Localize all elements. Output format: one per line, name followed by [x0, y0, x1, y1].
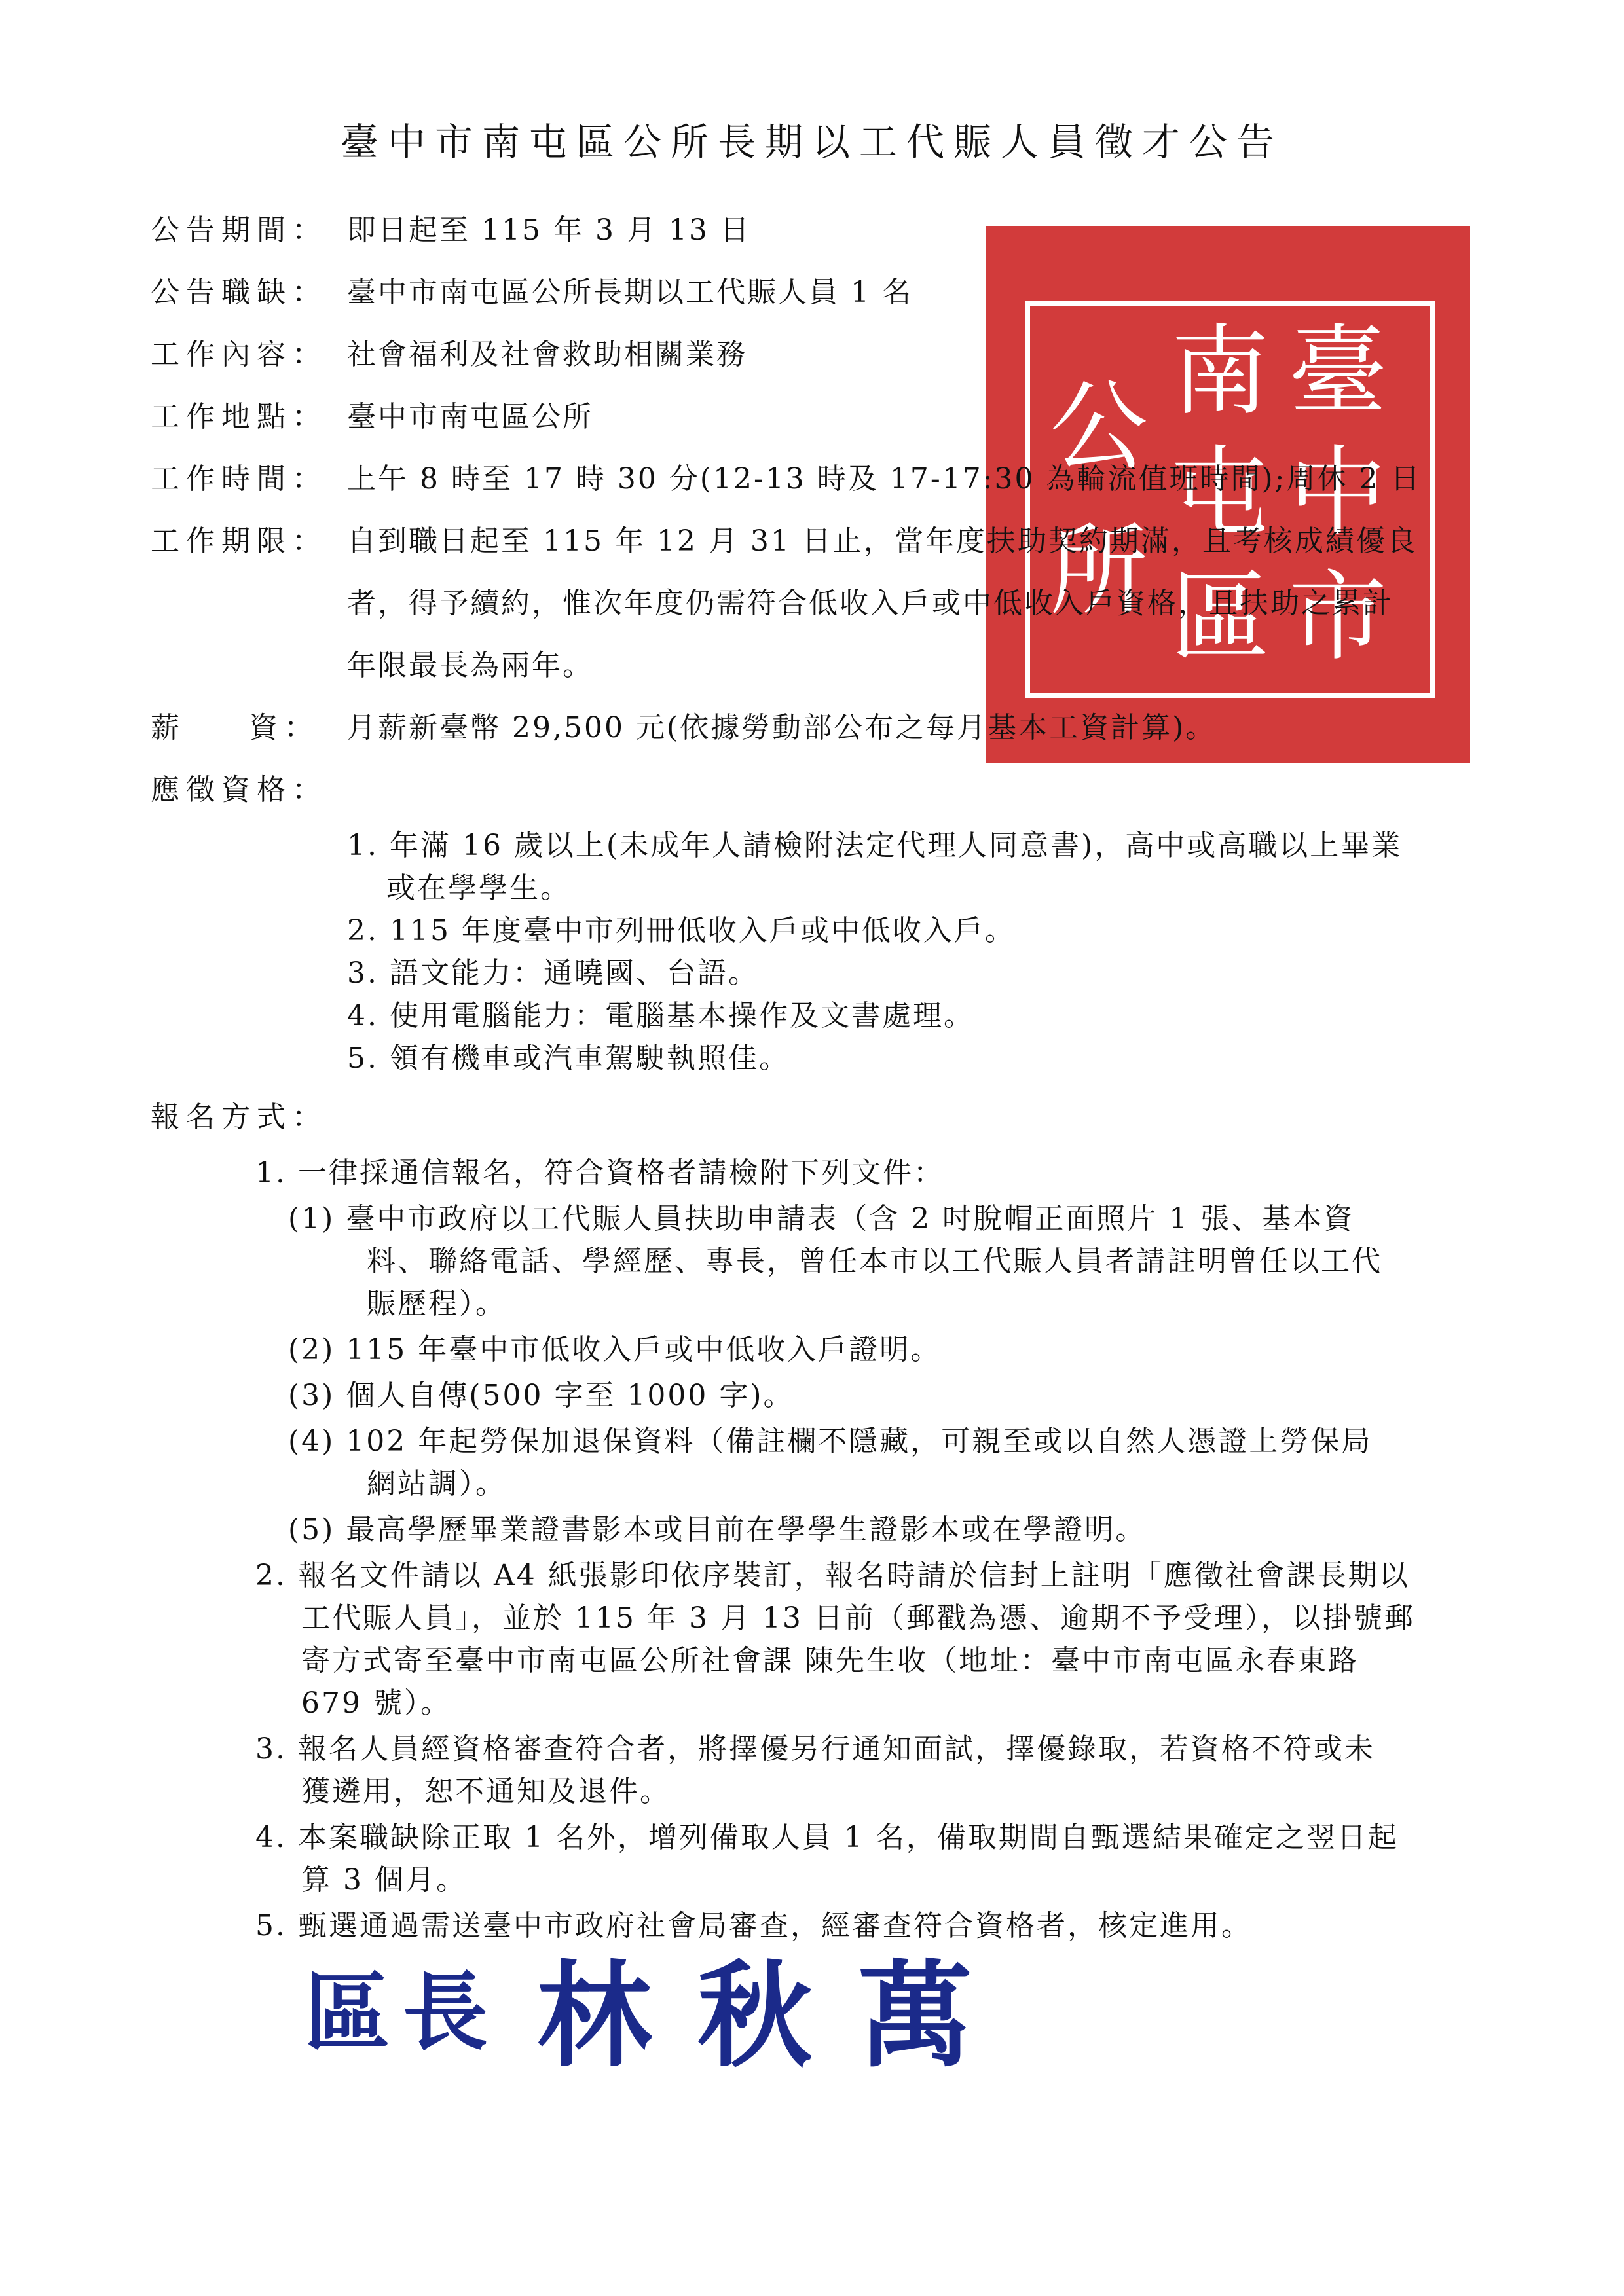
- qualification-item: 4. 使用電腦能力：電腦基本操作及文書處理。: [347, 999, 974, 1032]
- field-label: 工作時間：: [151, 462, 327, 496]
- apply-subitem: 賑歷程）。: [367, 1287, 506, 1321]
- apply-heading: 報名方式：: [151, 1101, 327, 1134]
- qualification-item: 3. 語文能力：通曉國、台語。: [347, 957, 759, 990]
- field-value: 臺中市南屯區公所: [347, 400, 593, 433]
- apply-subitem: 網站調）。: [367, 1467, 506, 1501]
- apply-subitem: (1) 臺中市政府以工代賑人員扶助申請表（含 2 吋脫帽正面照片 1 張、基本資: [288, 1202, 1355, 1235]
- apply-subitem: (5) 最高學歷畢業證書影本或目前在學學生證影本或在學證明。: [288, 1513, 1147, 1546]
- field-hours: [151, 455, 1421, 497]
- apply-item: 3. 報名人員經資格審查符合者，將擇優另行通知面試，擇優錄取，若資格不符或未: [255, 1732, 1375, 1766]
- term-continuation: 年限最長為兩年。: [347, 649, 593, 682]
- qualification-item: 或在學學生。: [386, 871, 571, 905]
- apply-item: 工代賑人員」，並於 115 年 3 月 13 日前（郵戳為憑、逾期不予受理），以掛號郵: [301, 1601, 1415, 1635]
- apply-subitem: (2) 115 年臺中市低收入戶或中低收入戶證明。: [288, 1333, 942, 1366]
- notice-title: 臺中市南屯區公所長期以工代賑人員徵才公告: [340, 120, 1283, 164]
- apply-item: 679 號）。: [301, 1686, 451, 1720]
- qualification-item: 5. 領有機車或汽車駕駛執照佳。: [347, 1042, 790, 1075]
- apply-subitem: (3) 個人自傳(500 字至 1000 字)。: [288, 1379, 794, 1412]
- seal-border: 臺 中 市 南 屯 區 公 所: [1025, 301, 1435, 698]
- apply-item: 寄方式寄至臺中市南屯區公所社會課 陳先生收（地址：臺中市南屯區永春東路: [301, 1644, 1359, 1677]
- field-value: 社會福利及社會救助相關業務: [347, 338, 747, 371]
- field-content: [151, 331, 747, 373]
- apply-subitem: 料、聯絡電話、學經歷、專長，曾任本市以工代賑人員者請註明曾任以工代: [367, 1245, 1382, 1278]
- field-value: 即日起至 115 年 3 月 13 日: [347, 213, 751, 247]
- field-vacancy: [151, 268, 913, 310]
- apply-item: 4. 本案職缺除正取 1 名外，增列備取人員 1 名，備取期間自甄選結果確定之翌日起: [255, 1821, 1399, 1854]
- term-continuation: 者，得予續約，惟次年度仍需符合低收入戶或中低收入戶資格，且扶助之累計: [347, 587, 1393, 620]
- qualification-item: 2. 115 年度臺中市列冊低收入戶或中低收入戶。: [347, 914, 1016, 947]
- field-label: 工作期限：: [151, 524, 327, 558]
- field-salary: [151, 704, 1216, 746]
- signature-title: 區長: [304, 1963, 502, 2062]
- apply-item: 獲遴用，恕不通知及退件。: [301, 1775, 671, 1808]
- qualifications-heading: 應徵資格：: [151, 773, 327, 807]
- apply-item: 算 3 個月。: [301, 1863, 467, 1897]
- apply-item: 1. 一律採通信報名，符合資格者請檢附下列文件：: [255, 1156, 944, 1190]
- field-term: [151, 517, 1418, 559]
- field-value: 自到職日起至 115 年 12 月 31 日止，當年度扶助契約期滿，且考核成績優良: [347, 524, 1418, 558]
- signature-name: 林秋萬: [537, 1950, 1018, 2083]
- field-label: 工作內容：: [151, 338, 327, 371]
- apply-item: 5. 甄選通過需送臺中市政府社會局審查，經審查符合資格者，核定進用。: [255, 1909, 1252, 1942]
- field-value: 上午 8 時至 17 時 30 分(12-13 時及 17-17:30 為輪流值班時間);周休 2 日: [347, 462, 1422, 496]
- apply-subitem: (4) 102 年起勞保加退保資料（備註欄不隱藏，可親至或以自然人憑證上勞保局: [288, 1425, 1373, 1458]
- field-location: [151, 393, 593, 435]
- field-label: 工作地點：: [151, 400, 327, 433]
- field-period: [151, 206, 751, 248]
- field-label: 薪 資：: [151, 711, 320, 744]
- field-label: 公告職缺：: [151, 276, 327, 309]
- qualification-item: 1. 年滿 16 歲以上(未成年人請檢附法定代理人同意書)，高中或高職以上畢業: [347, 829, 1403, 862]
- field-value: 月薪新臺幣 29,500 元(依據勞動部公布之每月基本工資計算)。: [347, 711, 1217, 744]
- field-label: 公告期間：: [151, 213, 327, 247]
- apply-item: 2. 報名文件請以 A4 紙張影印依序裝訂，報名時請於信封上註明「應徵社會課長期以: [255, 1559, 1410, 1592]
- field-value: 臺中市南屯區公所長期以工代賑人員 1 名: [347, 276, 913, 309]
